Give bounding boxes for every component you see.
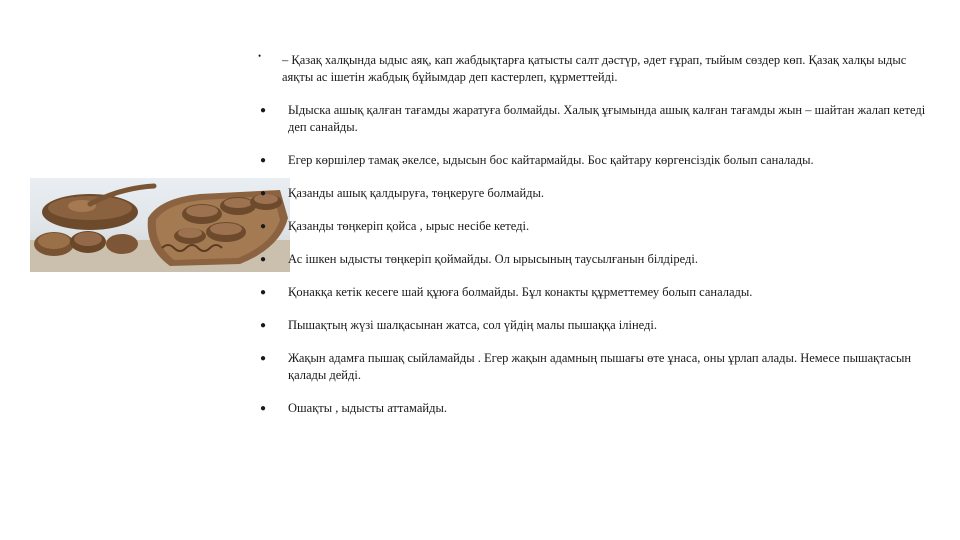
list-item-text: – Қазақ халқында ыдыс аяқ, кап жабдықтарға қатысты салт дәстүр, әдет ғұрап, тыйым сөздер көп. Қазақ халқы ыдыс аяқты ас ішетін жабдық бұйымдар деп кастерлеп, құрметтейді. bbox=[282, 53, 907, 84]
list-item bbox=[258, 350, 928, 384]
list-item bbox=[258, 152, 928, 169]
bullet-icon: ● bbox=[260, 221, 267, 232]
wooden-dishes-icon bbox=[30, 178, 290, 272]
list-item bbox=[258, 317, 928, 334]
list-item-text: Пышақтың жүзі шалқасынан жатса, сол үйдің малы пышаққа ілінеді. bbox=[288, 318, 658, 332]
bullet-icon: ● bbox=[260, 188, 267, 199]
list-item-text: Қазанды ашық қалдыруға, төңкеруге болмайды. bbox=[288, 186, 545, 200]
list-item-text: Егер көршілер тамақ әкелсе, ыдысын бос кайтармайды. Бос қайтару көргенсіздік болып саналады. bbox=[288, 153, 814, 167]
list-item bbox=[258, 185, 928, 202]
list-item bbox=[258, 284, 928, 301]
list-item-text: Ас ішкен ыдысты төңкеріп қоймайды. Ол ырысының таусылғанын білдіреді. bbox=[288, 252, 698, 266]
list-item bbox=[258, 52, 928, 86]
list-item bbox=[258, 251, 928, 268]
bullet-icon: ● bbox=[260, 254, 267, 265]
bullet-icon: ● bbox=[260, 287, 267, 298]
list-item-text: Ыдыска ашық қалған тағамды жаратуға болмайды. Халық ұғымында ашық калған тағамды жын – шайтан жалап кетеді деп санайды. bbox=[288, 103, 926, 134]
bullet-icon: ● bbox=[260, 105, 267, 116]
list-item-text: Қонакқа кетік кесеге шай құюға болмайды. Бұл конакты құрметтемеу болып саналады. bbox=[288, 285, 753, 299]
list-item bbox=[258, 400, 928, 417]
list-item-text: Ошақты , ыдысты аттамайды. bbox=[288, 401, 447, 415]
list-item-text: Жақын адамға пышақ сыйламайды . Егер жақын адамның пышағы өте ұнаса, оны ұрлап алады. Немесе пышақтасын қалады дейді. bbox=[288, 351, 912, 382]
bullet-icon: ● bbox=[260, 353, 267, 364]
bullet-icon: • bbox=[258, 51, 262, 61]
list-item bbox=[258, 218, 928, 235]
bullet-icon: ● bbox=[260, 155, 267, 166]
list-item bbox=[258, 102, 928, 136]
taboo-list bbox=[258, 52, 928, 417]
bullet-icon: ● bbox=[260, 403, 267, 414]
list-item-text: Қазанды төңкеріп қойса , ырыс несібе кетеді. bbox=[288, 219, 530, 233]
wooden-dishes-photo bbox=[30, 178, 290, 272]
bullet-icon: ● bbox=[260, 320, 267, 331]
text-area bbox=[258, 52, 928, 433]
